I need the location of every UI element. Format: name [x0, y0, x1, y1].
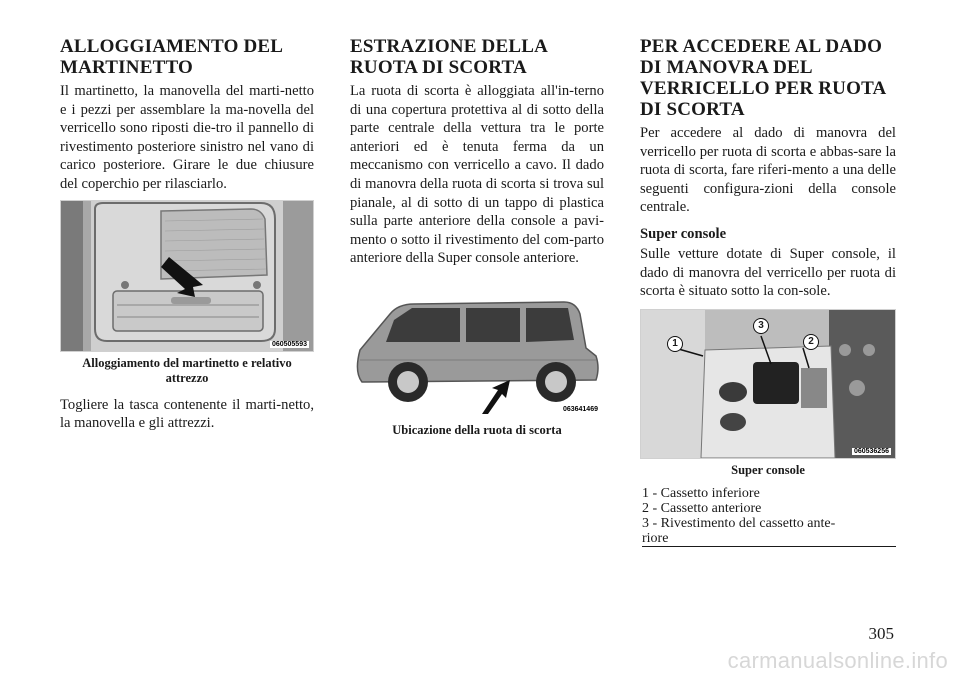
figure-code: 063641469: [562, 405, 598, 413]
subheading-super-console: Super console: [640, 225, 727, 242]
jack-storage-figure: [60, 200, 314, 352]
console-illustration: [641, 310, 895, 458]
callout-1: 1: [667, 336, 683, 352]
console-legend: [642, 486, 896, 547]
callout-2: 2: [803, 334, 819, 350]
winch-access-text: Per accedere al dado di manovra del verricello per ruota di scorta e abbas-sare la ruota di scorta, fare riferi-mento a una delle seguenti configura-zioni della console centrale.: [640, 125, 896, 216]
figure-code: 060505593: [271, 340, 307, 348]
page-number: 305: [868, 624, 894, 643]
minivan-illustration: [350, 290, 604, 415]
figure-code: 060536256: [853, 447, 889, 455]
super-console-figure: [640, 309, 896, 459]
callout-3: 3: [753, 318, 769, 334]
heading-winch-access: PER ACCEDERE AL DADO DI MANOVRA DEL VERRICELLO PER RUOTA DI SCORTA: [640, 36, 886, 120]
jack-storage-text: Il martinetto, la manovella del marti-netto e i pezzi per assemblare la ma-novella del verricello sono riposti die-tro il pannello di rivestimento posteriore sinistro nel vano di carico posteriore. Girare le due chiusure del coperchio per rilasciarlo.: [60, 83, 314, 192]
heading-spare-removal: ESTRAZIONE DELLA RUOTA DI SCORTA: [350, 36, 547, 78]
caption-super-console: Super console: [731, 462, 805, 477]
column-jack-storage: [60, 36, 314, 433]
super-console-text: Sulle vetture dotate di Super console, il dado di manovra del verricello per ruota di scorta è situato sotto la con-sole.: [640, 245, 896, 300]
legend-item-1: 1 - Cassetto inferiore: [642, 485, 760, 501]
column-spare-removal: [350, 36, 604, 438]
jack-compartment-illustration: [61, 201, 313, 351]
caption-jack-storage: Alloggiamento del martinetto e relativo attrezzo: [82, 355, 292, 385]
legend-item-3-cont: riore: [642, 531, 896, 547]
heading-jack-storage: ALLOGGIAMENTO DEL MARTINETTO: [60, 36, 283, 78]
spare-location-figure: [350, 290, 604, 415]
watermark: carmanualsonline.info: [727, 648, 948, 673]
jack-remove-text: Togliere la tasca contenente il marti-netto, la manovella e gli attrezzi.: [60, 396, 314, 432]
spare-removal-text: La ruota di scorta è alloggiata all'in-terno di una copertura protettiva al di sotto della parte centrale della vettura tra le porte anteriori ed è tenuta ferma da un meccanismo con verricello a cavo. Il dado di manovra della ruota di scorta si trova sul pianale, al di sotto di un tappo di plastica sulla parte anteriore della console a pavi-mento o sotto il rivestimento del com-parto anteriore della Super console anteriore.: [350, 83, 604, 267]
legend-item-2: 2 - Cassetto anteriore: [642, 500, 762, 516]
column-winch-access: [640, 36, 896, 547]
caption-spare-location: Ubicazione della ruota di scorta: [392, 422, 562, 437]
legend-item-3: 3 - Rivestimento del cassetto ante-: [642, 515, 836, 531]
